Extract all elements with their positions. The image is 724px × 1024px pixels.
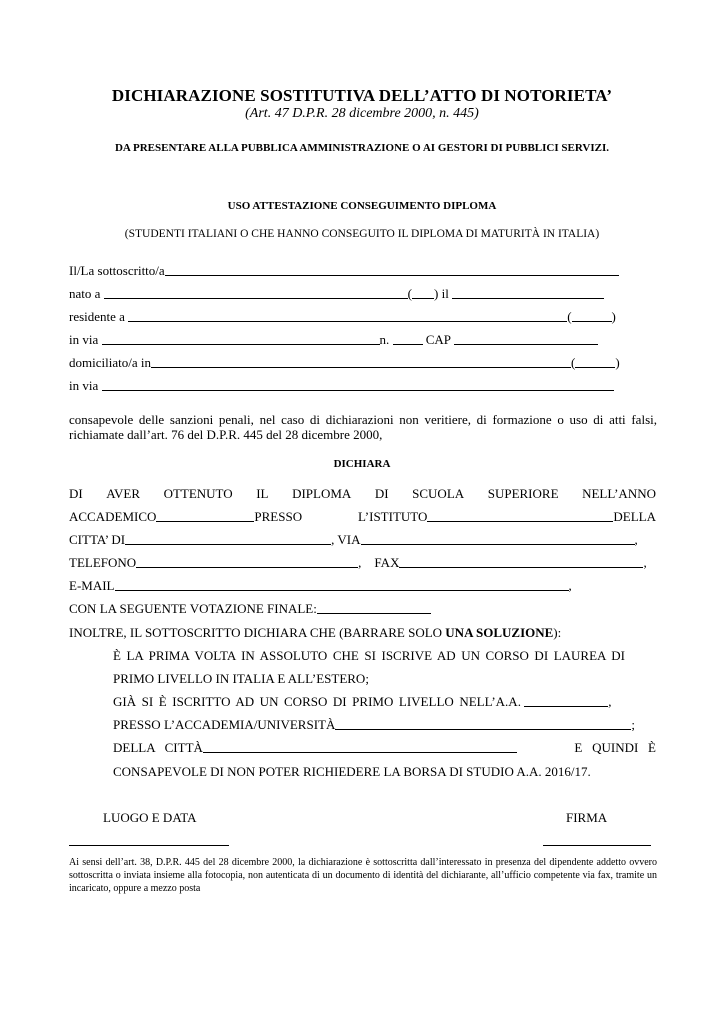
already-year-field[interactable] bbox=[524, 693, 608, 707]
option-aware: CONSAPEVOLE DI NON POTER RICHIEDERE LA BORSA DI STUDIO A.A. 2016/17. bbox=[113, 764, 591, 779]
diploma-row-1 bbox=[69, 485, 656, 503]
diploma-word: OTTENUTO bbox=[163, 486, 233, 501]
fax-field[interactable] bbox=[399, 554, 643, 568]
signature-line[interactable] bbox=[543, 845, 651, 846]
domiciled-label: domiciliato/a in bbox=[69, 355, 151, 370]
also-bold: UNA SOLUZIONE bbox=[445, 625, 554, 640]
option-already-row-4 bbox=[113, 763, 656, 781]
birth-row: nato a ( ) il bbox=[69, 285, 656, 303]
option-already-a: GIÀ SI È ISCRITTO AD UN CORSO DI PRIMO LIVELLO NELL’A.A. bbox=[113, 694, 521, 709]
also-suffix: ): bbox=[553, 625, 562, 640]
option-already-row-3 bbox=[113, 739, 656, 757]
on-date-label: il bbox=[441, 286, 449, 301]
option-already-row-2: PRESSO L’ACCADEMIA/UNIVERSITÀ ; bbox=[113, 717, 635, 732]
diploma-row-5: E-MAIL , bbox=[69, 578, 572, 593]
residence-province-field[interactable] bbox=[572, 308, 612, 322]
in-street-label: in via bbox=[69, 332, 99, 347]
diploma-word: SUPERIORE bbox=[487, 486, 559, 501]
birth-province-field[interactable] bbox=[412, 285, 434, 299]
declares-heading: DICHIARA bbox=[333, 458, 391, 470]
domicile-province-field[interactable] bbox=[575, 354, 615, 368]
target-heading: DA PRESENTARE ALLA PUBBLICA AMMINISTRAZIONE O AI GESTORI DI PUBBLICI SERVIZI. bbox=[114, 142, 610, 154]
also-prefix: INOLTRE, IL SOTTOSCRITTO DICHIARA CHE (BARRARE SOLO bbox=[69, 625, 446, 640]
place-date-line[interactable] bbox=[69, 845, 229, 846]
institute-label: L’ISTITUTO bbox=[358, 509, 428, 524]
diploma-word: DI bbox=[69, 486, 83, 501]
residence-city-field[interactable] bbox=[128, 308, 567, 322]
in-street-2-label: in via bbox=[69, 378, 99, 393]
university-city-field[interactable] bbox=[203, 739, 517, 753]
domicile-city-field[interactable] bbox=[151, 354, 571, 368]
phone-field[interactable] bbox=[136, 554, 358, 568]
email-field[interactable] bbox=[115, 577, 569, 591]
and-therefore-label: E QUINDI È bbox=[574, 740, 656, 755]
at-label: PRESSO bbox=[254, 509, 303, 524]
diploma-word: IL bbox=[256, 486, 269, 501]
diploma-row-2 bbox=[69, 508, 656, 526]
undersigned-label: Il/La sottoscritto/a bbox=[69, 263, 165, 278]
email-label: E-MAIL bbox=[69, 578, 115, 593]
option-already-b: PRESSO L’ACCADEMIA/UNIVERSITÀ bbox=[113, 717, 336, 732]
resident-at-label: residente a bbox=[69, 309, 125, 324]
fax-label: , FAX bbox=[358, 555, 400, 570]
option-first-a: È LA PRIMA VOLTA IN ASSOLUTO CHE SI ISCRIVE AD UN CORSO DI LAUREA DI bbox=[113, 648, 625, 663]
option-first-row-2 bbox=[113, 670, 656, 688]
purpose-title: USO ATTESTAZIONE CONSEGUIMENTO DIPLOMA bbox=[227, 200, 497, 212]
phone-label: TELEFONO bbox=[69, 555, 137, 570]
option-first-row-1[interactable] bbox=[113, 647, 656, 665]
diploma-word: NELL’ANNO bbox=[582, 486, 656, 501]
street-label: , VIA bbox=[331, 532, 361, 547]
diploma-word: AVER bbox=[106, 486, 140, 501]
cap-label: CAP bbox=[425, 332, 451, 347]
number-label: n. bbox=[379, 332, 390, 347]
place-date-label: LUOGO E DATA bbox=[103, 810, 197, 825]
domicile-street-row bbox=[69, 377, 656, 395]
school-city-field[interactable] bbox=[125, 531, 331, 545]
domicile-row: domiciliato/a in ( ) bbox=[69, 355, 620, 370]
university-field[interactable] bbox=[335, 716, 631, 730]
birth-date-field[interactable] bbox=[452, 285, 604, 299]
grade-label: CON LA SEGUENTE VOTAZIONE FINALE: bbox=[69, 601, 317, 616]
footnote: Ai sensi dell’art. 38, D.P.R. 445 del 28 dicembre 2000, la dichiarazione è sottoscritta dall’interessato in presenza del dipendente addetto ovvero sottoscritta o inviata insieme alla fotocopia, non autenticata di un documento di identità del dichiarante, all’ufficio competente via fax, tramite un incaricato, oppure a mezzo posta bbox=[69, 857, 657, 894]
diploma-word: DI bbox=[374, 486, 389, 501]
academic-year-field[interactable] bbox=[156, 508, 254, 522]
awareness-paragraph: consapevole delle sanzioni penali, nel caso di dichiarazioni non veritiere, di formazione o uso di atti falsi, richiamate dall’art. 76 del D.P.R. 445 del 28 dicembre 2000, bbox=[69, 412, 657, 442]
born-at-label: nato a bbox=[69, 286, 101, 301]
diploma-row-4: TELEFONO , FAX , bbox=[69, 555, 647, 570]
city-of-label: DELLA CITTÀ bbox=[113, 740, 203, 755]
option-already-row-1[interactable]: GIÀ SI È ISCRITTO AD UN CORSO DI PRIMO LIVELLO NELL’A.A. , bbox=[113, 694, 612, 709]
document-subtitle: (Art. 47 D.P.R. 28 dicembre 2000, n. 445) bbox=[245, 106, 479, 121]
diploma-word: SCUOLA bbox=[412, 486, 465, 501]
signature-label: FIRMA bbox=[566, 810, 608, 825]
diploma-row-3: CITTA’ DI , VIA , bbox=[69, 532, 638, 547]
also-row bbox=[69, 624, 656, 642]
option-first-b: PRIMO LIVELLO IN ITALIA E ALL’ESTERO; bbox=[113, 671, 369, 686]
undersigned-row bbox=[69, 262, 656, 280]
purpose-note: (STUDENTI ITALIANI O CHE HANNO CONSEGUITO IL DIPLOMA DI MATURITÀ IN ITALIA) bbox=[124, 228, 600, 240]
document-title: DICHIARAZIONE SOSTITUTIVA DELL’ATTO DI NOTORIETA’ bbox=[111, 86, 613, 105]
institute-field[interactable] bbox=[427, 508, 613, 522]
of-the-label: DELLA bbox=[613, 509, 656, 524]
diploma-word: DIPLOMA bbox=[292, 486, 352, 501]
street-number-field[interactable] bbox=[393, 331, 423, 345]
grade-field[interactable] bbox=[317, 600, 431, 614]
residence-street-field[interactable] bbox=[102, 331, 380, 345]
school-street-field[interactable] bbox=[361, 531, 635, 545]
domicile-street-field[interactable] bbox=[102, 377, 614, 391]
grade-row bbox=[69, 600, 656, 618]
cap-field[interactable] bbox=[454, 331, 598, 345]
city-label: CITTA’ DI bbox=[69, 532, 126, 547]
street-row bbox=[69, 331, 656, 349]
academic-label: ACCADEMICO bbox=[69, 509, 157, 524]
residence-row: residente a ( ) bbox=[69, 309, 616, 324]
birthplace-field[interactable] bbox=[104, 285, 408, 299]
name-field[interactable] bbox=[165, 262, 619, 276]
